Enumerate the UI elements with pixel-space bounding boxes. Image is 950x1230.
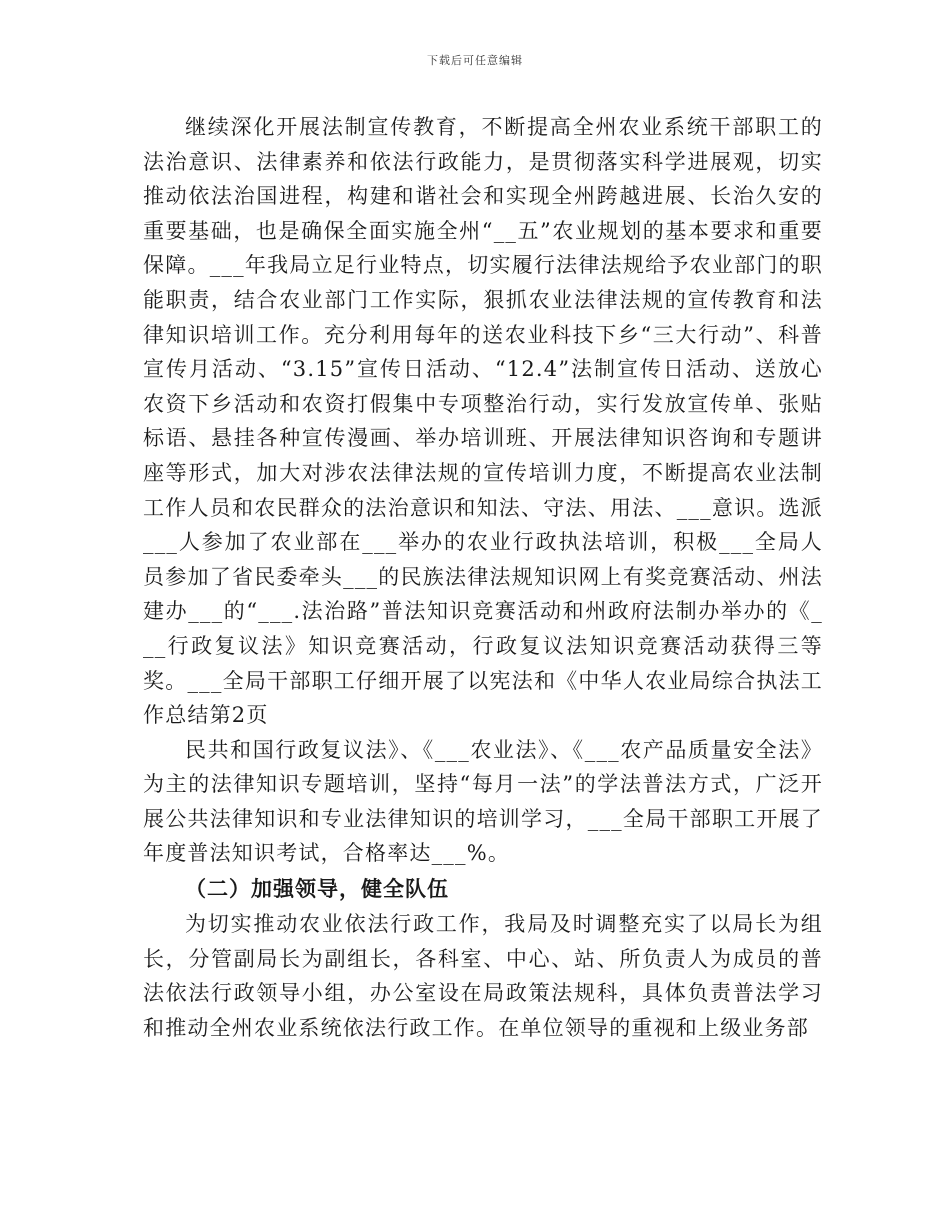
paragraph-leadership-group: 为切实推动农业依法行政工作，我局及时调整充实了以局长为组长，分管副局长为副组长，各科室、中心、站、所负责人为成员的普法依法行政领导小组，办公室设在局政策法规科，具体负责普法学习和推动全州农业系统依法行政工作。在单位领导的重视和上级业务部 xyxy=(143,912,823,1040)
section-heading-leadership: （二）加强领导，健全队伍 xyxy=(185,877,449,902)
paragraph-legal-education: 继续深化开展法制宣传教育，不断提高全州农业系统干部职工的法治意识、法律素养和依法行政能力，是贯彻落实科学进展观，切实推动依法治国进程，构建和谐社会和实现全州跨越进展、长治久安的重要基础，也是确保全面实施全州“__五”农业规划的基本要求和重要保障。___年我局立足行业特点，切实履行法律法规给予农业部门的职能职责，结合农业部门工作实际，狠抓农业法律法规的宣传教育和法律知识培训工作。充分利用每年的送农业科技下乡“三大行动”、科普宣传月活动、“3.15”宣传日活动、“12.4”法制宣传日活动、送放心农资下乡活动和农资打假集中专项整治行动，实行发放宣传单、张贴标语、悬挂各种宣传漫画、举办培训班、开展法律知识咨询和专题讲座等形式，加大对涉农法律法规的宣传培训力度，不断提高农业法制工作人员和农民群众的法治意识和知法、守法、用法、___意识。选派___人参加了农业部在___举办的农业行政执法培训，积极___全局人员参加了省民委牵头___的民族法律法规知识网上有奖竞赛活动、州法建办___的“___.法治路”普法知识竞赛活动和州政府法制办举办的《___行政复议法》知识竞赛活动，行政复议法知识竞赛活动获得三等奖。___全局干部职工仔细开展了以宪法和《中华人农业局综合执法工作总结第2页 xyxy=(143,115,823,728)
paragraph-legal-training: 民共和国行政复议法》、《___农业法》、《___农产品质量安全法》为主的法律知识专题培训，坚持“每月一法”的学法普法方式，广泛开展公共法律知识和专业法律知识的培训学习，___全局干部职工开展了年度普法知识考试，合格率达___%。 xyxy=(143,737,823,866)
page-header: 下载后可任意编辑 xyxy=(427,54,523,67)
document-body xyxy=(143,110,823,1045)
